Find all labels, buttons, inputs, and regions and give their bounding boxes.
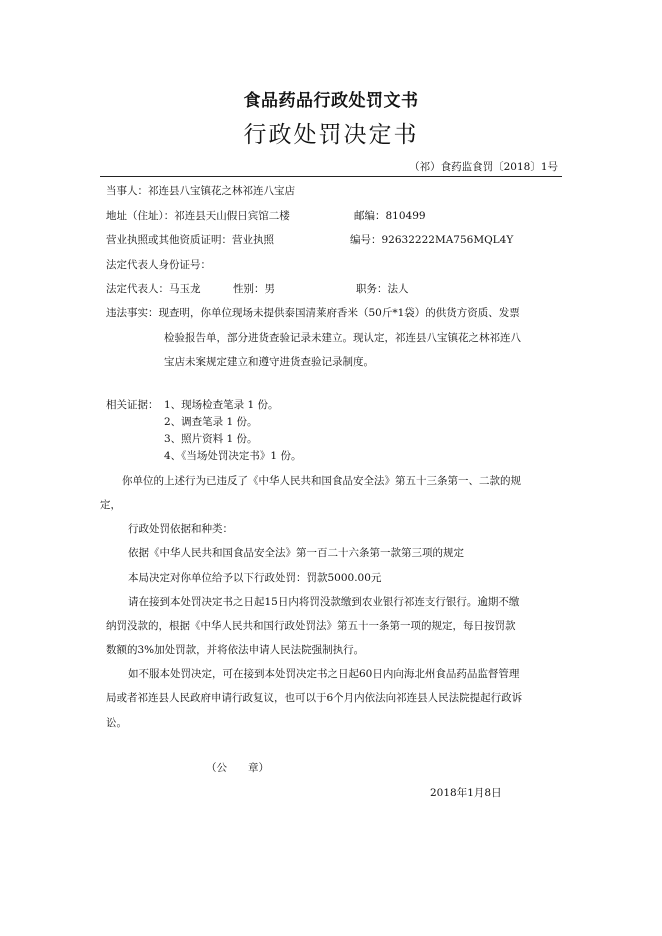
document-number: （祁）食药监食罚〔2018〕1号 [409, 161, 558, 173]
party-position: 职务：法人 [356, 283, 409, 295]
evidence-label: 相关证据： [106, 399, 159, 411]
evidence-item: 1、现场检查笔录 1 份。 [164, 399, 279, 411]
official-seal-text: （公 章） [206, 762, 269, 774]
party-legal-rep: 法定代表人：马玉龙 [106, 283, 201, 295]
basis-text: 依据《中华人民共和国食品安全法》第一百二十六条第一款第三项的规定 [128, 547, 464, 559]
basis-heading: 行政处罚依据和种类： [128, 523, 233, 535]
payment-line-1: 请在接到本处罚决定书之日起15日内将罚没款缴到农业银行祁连支行银行。逾期不缴 [128, 596, 520, 608]
party-license-number: 编号：92632222MA756MQL4Y [350, 234, 514, 246]
party-gender: 性别：男 [233, 283, 275, 295]
payment-line-2: 纳罚没款的，根据《中华人民共和国行政处罚法》第五十一条第一项的规定，每日按罚款 [106, 620, 516, 632]
party-legal-rep-id: 法定代表人身份证号： [106, 259, 211, 271]
issue-date: 2018年1月8日 [430, 787, 502, 799]
party-license: 营业执照或其他资质证明：营业执照 [106, 234, 274, 246]
header-divider [100, 176, 562, 177]
appeal-line-2: 局或者祁连县人民政府申请行政复议，也可以于6个月内依法向祁连县人民法院提起行政诉 [106, 692, 523, 704]
evidence-item: 4、《当场处罚决定书》1 份。 [164, 450, 302, 462]
appeal-line-1: 如不服本处罚决定，可在接到本处罚决定书之日起60日内向海北州食品药品监督管理 [128, 668, 520, 680]
evidence-item: 3、照片资料 1 份。 [164, 433, 258, 445]
violation-line-2: 定， [100, 499, 121, 511]
decision-text: 本局决定对你单位给予以下行政处罚：罚款5000.00元 [128, 572, 382, 584]
payment-line-3: 数额的3%加处罚款，并将依法申请人民法院强制执行。 [106, 644, 365, 656]
party-address: 地址（住址）：祁连县天山假日宾馆二楼 [106, 210, 290, 222]
party-name: 当事人：祁连县八宝镇花之林祁连八宝店 [106, 185, 295, 197]
evidence-item: 2、调查笔录 1 份。 [164, 416, 258, 428]
document-category-title: 食品药品行政处罚文书 [243, 91, 419, 111]
appeal-line-3: 讼。 [106, 717, 127, 729]
violation-line-1: 你单位的上述行为已违反了《中华人民共和国食品安全法》第五十三条第一、二款的规 [122, 475, 521, 487]
facts-line-3: 宝店未案规定建立和遵守进货查验记录制度。 [164, 356, 374, 368]
facts-line-1: 违法事实：现查明，你单位现场未提供泰国清莱府香米（50斤*1袋）的供货方资质、发票 [106, 307, 520, 319]
facts-line-2: 检验报告单，部分进货查验记录未建立。现认定，祁连县八宝镇花之林祁连八 [164, 332, 521, 344]
document-title: 行政处罚决定书 [243, 122, 419, 148]
party-postcode: 邮编：810499 [354, 210, 426, 222]
